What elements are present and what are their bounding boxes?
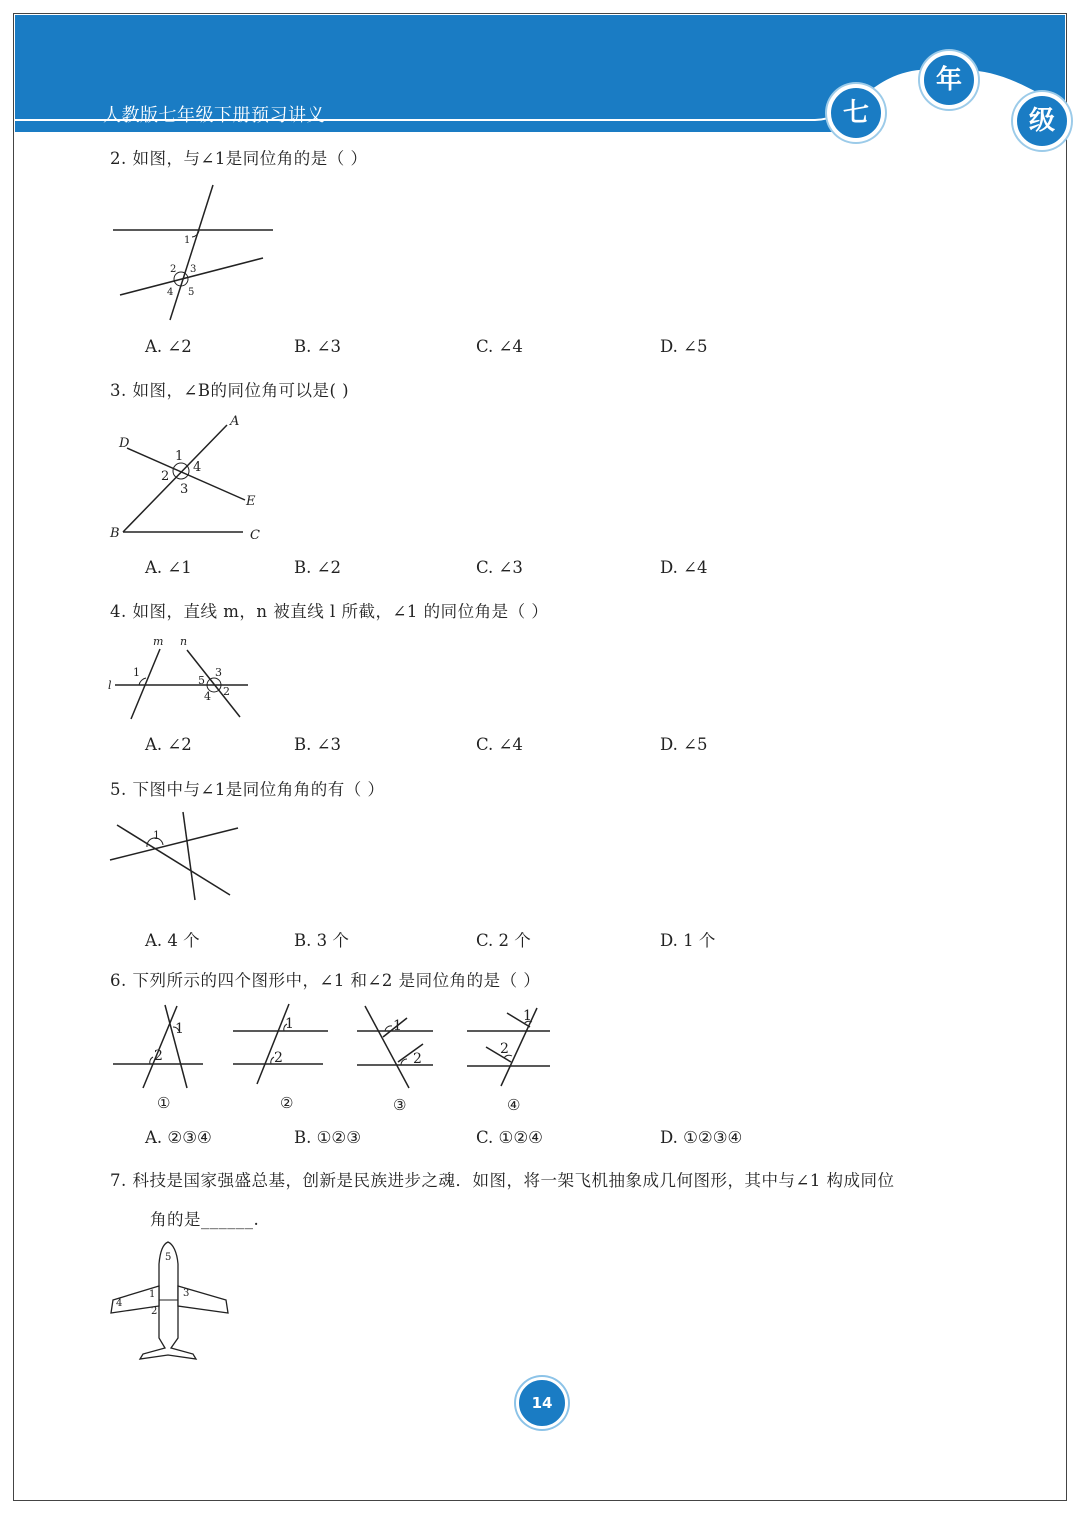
grade-badge-3: 级 — [1013, 92, 1071, 150]
question-5-stem: 5. 下图中与∠1是同位角角的有（ ） — [110, 780, 385, 799]
q3-label-a: A — [230, 414, 240, 429]
question-6-figure — [105, 1000, 565, 1118]
q3-label-4: 4 — [193, 460, 202, 475]
page-number-badge: 14 — [516, 1377, 568, 1429]
q3-label-c: C — [250, 528, 260, 543]
question-5-figure — [105, 810, 245, 902]
q3-label-2: 2 — [161, 469, 170, 484]
q6-option-b[interactable]: B. ①②③ — [294, 1128, 361, 1147]
grade-badge-1: 七 — [827, 84, 885, 142]
q5-option-b[interactable]: B. 3 个 — [294, 931, 349, 950]
q2-label-5: 5 — [188, 287, 195, 298]
q6-fig1-label-2: 2 — [154, 1048, 163, 1064]
q2-option-c[interactable]: C. ∠4 — [476, 337, 523, 356]
question-3-stem: 3. 如图，∠B的同位角可以是( ) — [110, 381, 350, 400]
q6-option-d[interactable]: D. ①②③④ — [660, 1128, 743, 1147]
header-banner — [15, 15, 1065, 132]
q2-label-4: 4 — [167, 287, 174, 298]
q4-label-2: 2 — [223, 685, 230, 698]
question-6-stem: 6. 下列所示的四个图形中，∠1 和∠2 是同位角的是（ ） — [110, 971, 541, 990]
q5-label-1: 1 — [153, 829, 160, 842]
q3-label-3: 3 — [180, 482, 189, 497]
q6-subfigure-1 — [113, 1005, 203, 1112]
q6-fig2-number: ② — [280, 1094, 294, 1112]
q2-label-1: 1 — [184, 235, 191, 246]
q4-option-c[interactable]: C. ∠4 — [476, 735, 523, 754]
q4-label-l: l — [108, 679, 112, 692]
q3-option-d[interactable]: D. ∠4 — [660, 558, 708, 577]
q5-option-a[interactable]: A. 4 个 — [145, 931, 200, 950]
grade-badge-2: 年 — [920, 51, 978, 109]
q2-option-d[interactable]: D. ∠5 — [660, 337, 708, 356]
q7-label-1: 1 — [149, 1289, 156, 1300]
q4-label-4: 4 — [204, 690, 211, 703]
q7-label-5: 5 — [165, 1252, 172, 1263]
q6-fig1-label-1: 1 — [175, 1021, 184, 1037]
q6-fig3-number: ③ — [393, 1096, 407, 1114]
question-7-stem: 7. 科技是国家强盛总基，创新是民族进步之魂．如图，将一架飞机抽象成几何图形，其中与∠1 构成同位 — [110, 1171, 895, 1190]
q4-option-a[interactable]: A. ∠2 — [145, 735, 192, 754]
q3-label-d: D — [119, 436, 130, 451]
q6-fig3-label-1: 1 — [393, 1018, 402, 1034]
question-7-stem-line2: 角的是______. — [150, 1210, 260, 1229]
q3-label-1: 1 — [175, 449, 184, 464]
header-title: 人教版七年级下册预习讲义 — [103, 105, 325, 126]
q6-subfigure-4 — [467, 1008, 550, 1114]
q4-label-5: 5 — [198, 674, 205, 687]
q2-option-b[interactable]: B. ∠3 — [294, 337, 341, 356]
q3-label-e: E — [246, 494, 256, 509]
q2-label-2: 2 — [170, 264, 177, 275]
q6-fig1-number: ① — [157, 1094, 171, 1112]
q6-subfigure-2 — [233, 1004, 328, 1112]
q6-fig4-label-1: 1 — [523, 1008, 532, 1024]
question-4-figure — [105, 632, 255, 722]
q4-option-b[interactable]: B. ∠3 — [294, 735, 341, 754]
q6-option-c[interactable]: C. ①②④ — [476, 1128, 543, 1147]
q3-option-a[interactable]: A. ∠1 — [145, 558, 192, 577]
question-4-stem: 4. 如图，直线 m，n 被直线 l 所截，∠1 的同位角是（ ） — [110, 602, 549, 621]
q6-option-a[interactable]: A. ②③④ — [145, 1128, 212, 1147]
question-2-figure — [105, 180, 285, 325]
q6-fig2-label-2: 2 — [274, 1050, 283, 1066]
q4-label-m: m — [153, 635, 164, 648]
q6-fig4-label-2: 2 — [500, 1041, 509, 1057]
q4-label-3: 3 — [215, 666, 222, 679]
q6-fig2-label-1: 1 — [285, 1016, 294, 1032]
q4-label-1: 1 — [133, 666, 140, 679]
q7-label-2: 2 — [151, 1306, 158, 1317]
q3-label-b: B — [110, 526, 120, 541]
q6-fig4-number: ④ — [507, 1096, 521, 1114]
q3-option-b[interactable]: B. ∠2 — [294, 558, 341, 577]
q2-label-3: 3 — [190, 264, 197, 275]
q7-label-3: 3 — [183, 1288, 190, 1299]
q2-option-a[interactable]: A. ∠2 — [145, 337, 192, 356]
q3-option-c[interactable]: C. ∠3 — [476, 558, 523, 577]
q7-label-4: 4 — [116, 1298, 123, 1309]
question-3-figure — [105, 410, 275, 550]
q4-option-d[interactable]: D. ∠5 — [660, 735, 708, 754]
q6-subfigure-3 — [357, 1006, 433, 1114]
q4-label-n: n — [180, 635, 188, 648]
question-7-airplane-figure — [105, 1238, 235, 1363]
q5-option-d[interactable]: D. 1 个 — [660, 931, 716, 950]
q6-fig3-label-2: 2 — [413, 1051, 422, 1067]
question-2-stem: 2. 如图，与∠1是同位角的是（ ） — [110, 149, 368, 168]
q5-option-c[interactable]: C. 2 个 — [476, 931, 531, 950]
